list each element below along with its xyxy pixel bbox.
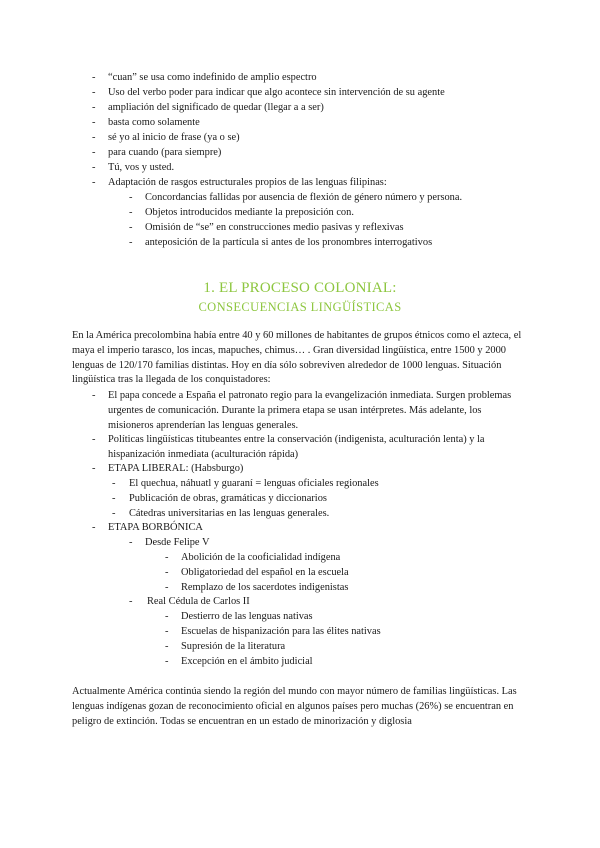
list-dash: -	[129, 207, 133, 218]
list-dash: -	[92, 522, 96, 533]
list-item: Supresión de la literatura	[181, 641, 286, 652]
list-item: sé yo al inicio de frase (ya o se)	[108, 132, 240, 143]
list-item: Adaptación de rasgos estructurales propios de las lenguas filipinas:	[108, 177, 387, 188]
list-item: El quechua, náhuatl y guaraní = lenguas oficiales regionales	[129, 478, 379, 489]
list-dash: -	[165, 552, 169, 563]
list-item: Concordancias fallidas por ausencia de flexión de género número y persona.	[145, 192, 463, 203]
list-item: Objetos introducidos mediante la preposición con.	[145, 207, 354, 218]
list-item: Tú, vos y usted.	[108, 162, 175, 173]
list-item: Real Cédula de Carlos II	[147, 596, 250, 607]
list-dash: -	[92, 463, 96, 474]
list-item: Uso del verbo poder para indicar que algo acontece sin intervención de su agente	[108, 87, 445, 98]
list-item: Cátedras universitarias en las lenguas generales.	[129, 508, 330, 519]
list-dash: -	[92, 72, 96, 83]
list-dash: -	[165, 567, 169, 578]
list-dash: -	[112, 508, 116, 519]
list-item: Destierro de las lenguas nativas	[181, 611, 313, 622]
list-dash: -	[165, 641, 169, 652]
list-dash: -	[92, 132, 96, 143]
list-dash: -	[165, 582, 169, 593]
list-item: para cuando (para siempre)	[108, 147, 222, 158]
list-dash: -	[92, 87, 96, 98]
list-dash: -	[165, 656, 169, 667]
list-item: “cuan” se usa como indefinido de amplio espectro	[108, 72, 317, 83]
list-item: basta como solamente	[108, 117, 200, 128]
list-dash: -	[112, 493, 116, 504]
list-dash: -	[92, 117, 96, 128]
list-item: Excepción en el ámbito judicial	[181, 656, 313, 667]
list-item: Obligatoriedad del español en la escuela	[181, 567, 349, 578]
list-item: El papa concede a España el patronato regio para la evangelización inmediata. Surgen problemas urgentes de comunicación. Durante la primera etapa se usan intérpretes. Más adelante, los misioneros aprenderían las lenguas generales.	[108, 390, 512, 431]
list-dash: -	[92, 102, 96, 113]
list-item: ampliación del significado de quedar (llegar a a ser)	[108, 102, 324, 113]
list-dash: -	[92, 162, 96, 173]
list-dash: -	[129, 596, 133, 607]
list-dash: -	[129, 237, 133, 248]
list-item: Publicación de obras, gramáticas y diccionarios	[129, 493, 327, 504]
list-dash: -	[92, 434, 96, 445]
list-item: ETAPA BORBÓNICA	[108, 522, 203, 533]
section-title: 1. EL PROCESO COLONIAL:	[203, 280, 397, 296]
list-item: Omisión de “se” en construcciones medio pasivas y reflexivas	[145, 222, 404, 233]
list-dash: -	[129, 192, 133, 203]
list-item: ETAPA LIBERAL: (Habsburgo)	[108, 463, 244, 474]
list-item: Políticas lingüísticas titubeantes entre la conservación (indigenista, aculturación lenta) y la hispanización inmediata (aculturación rápida)	[108, 434, 485, 460]
list-item: anteposición de la partícula si antes de los pronombres interrogativos	[145, 237, 433, 248]
intro-paragraph: En la América precolombina había entre 40 y 60 millones de habitantes de grupos étnicos como el azteca, el maya el imperio tarasco, los incas, mapuches, chimus… . Gran diversidad lingüística, entre 1500 y 2000 lenguas de 120/170 familias distintas. Hoy en día sólo sobreviven alrededor de 1000 lenguas. Situación lingüística tras la llegada de los conquistadores:	[72, 330, 522, 386]
list-item: Desde Felipe V	[145, 537, 210, 548]
list-dash: -	[129, 222, 133, 233]
list-dash: -	[165, 626, 169, 637]
section-subtitle: CONSECUENCIAS LINGÜÍSTICAS	[198, 300, 402, 314]
list-item: Abolición de la cooficialidad indígena	[181, 552, 341, 563]
list-dash: -	[92, 390, 96, 401]
closing-paragraph: Actualmente América continúa siendo la región del mundo con mayor número de familias lingüísticas. Las lenguas indígenas gozan de reconocimiento oficial en algunos países pero muchas (26%) se encuentran en peligro de extinción. Todas se encuentran en un estado de minorización y diglosia	[72, 686, 517, 727]
list-dash: -	[112, 478, 116, 489]
list-item: Escuelas de hispanización para las élites nativas	[181, 626, 381, 637]
list-item: Remplazo de los sacerdotes indigenistas	[181, 582, 349, 593]
list-dash: -	[165, 611, 169, 622]
list-dash: -	[92, 177, 96, 188]
list-dash: -	[129, 537, 133, 548]
list-dash: -	[92, 147, 96, 158]
